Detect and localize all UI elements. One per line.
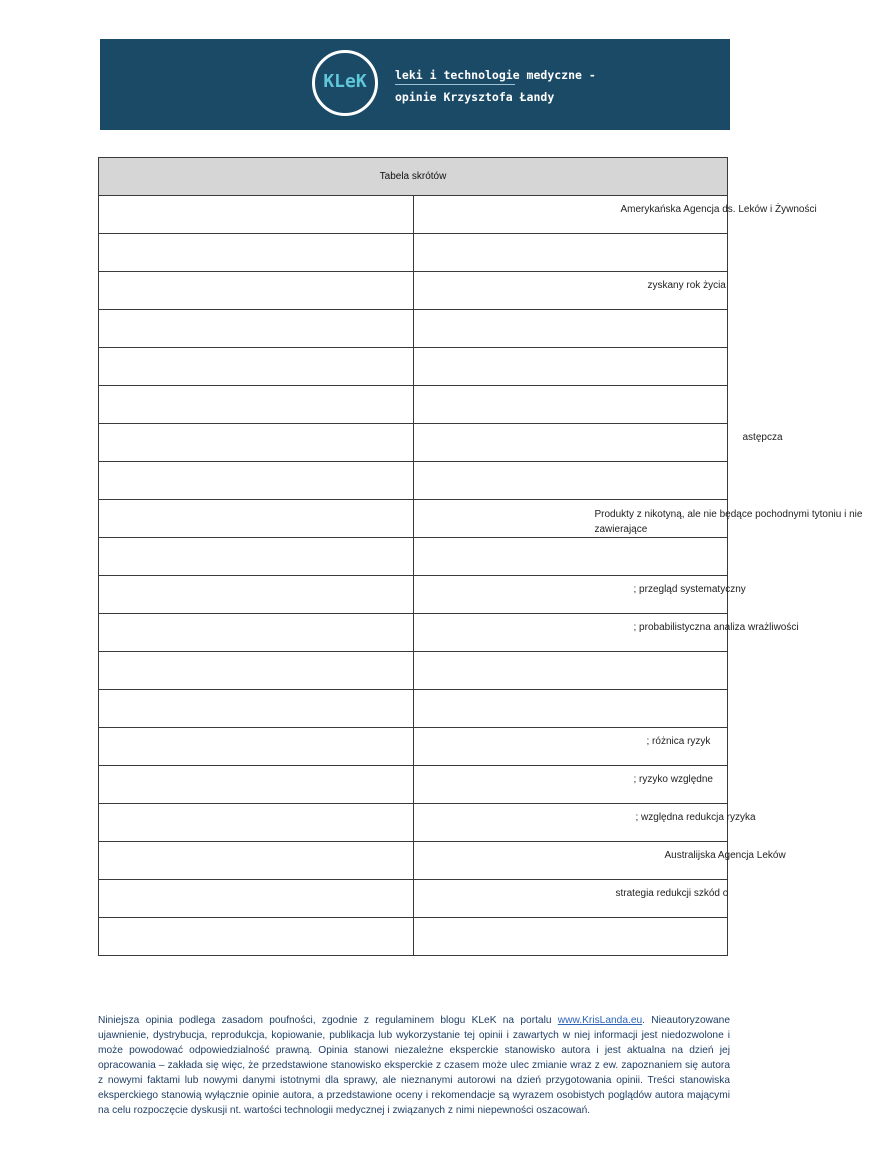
description-cell [413, 500, 863, 538]
description-cell [413, 348, 728, 386]
header-banner [100, 39, 730, 130]
table-row [99, 842, 728, 880]
abbreviation-cell [99, 272, 414, 310]
abbreviation-cell [99, 576, 414, 614]
description-text: ; różnica ryzyk [646, 736, 711, 747]
description-cell [413, 538, 728, 576]
confidentiality-notice [98, 1013, 730, 1118]
abbreviation-cell [99, 234, 414, 272]
description-cell [413, 880, 728, 918]
abbreviation-cell [99, 766, 414, 804]
tagline-line-1: leki i technologie medyczne - [395, 68, 596, 82]
klek-logo [312, 50, 378, 116]
description-cell [413, 424, 783, 462]
abbreviation-cell [99, 842, 414, 880]
table-row [99, 766, 728, 804]
abbreviation-cell [99, 538, 414, 576]
abbreviation-cell [99, 348, 414, 386]
description-text: astępcza [742, 432, 783, 443]
description-text: strategia redukcji szkód o [615, 888, 729, 899]
description-cell [413, 234, 728, 272]
tagline-divider [395, 84, 515, 85]
abbreviation-cell [99, 196, 414, 234]
table-row [99, 576, 728, 614]
abbreviation-cell [99, 690, 414, 728]
abbreviations-table [98, 157, 863, 956]
table-row [99, 690, 728, 728]
krislanda-link[interactable]: www.KrisLanda.eu [557, 1015, 643, 1026]
description-text: Produkty z nikotyną, ale nie będące pochodnymi tytoniu i nie zawierające [594, 509, 863, 535]
description-cell [413, 614, 799, 652]
description-cell [413, 272, 728, 310]
description-text: ; względna redukcja ryzyka [635, 812, 756, 823]
table-row [99, 500, 728, 538]
tagline-line-2: opinie Krzysztofa Łandy [395, 90, 555, 104]
description-cell [413, 728, 728, 766]
table-row [99, 348, 728, 386]
description-cell [413, 196, 817, 234]
description-text: ; ryzyko względne [633, 774, 713, 785]
description-text: Australijska Agencja Leków [664, 850, 786, 861]
logo-text: KLeK [323, 71, 367, 92]
table-row [99, 728, 728, 766]
abbreviation-cell [99, 880, 414, 918]
table-title: Tabela skrótów [99, 158, 728, 196]
description-cell [413, 766, 728, 804]
description-cell [413, 804, 756, 842]
description-cell [413, 652, 728, 690]
abbreviation-cell [99, 386, 414, 424]
table-row [99, 196, 728, 234]
table-row [99, 386, 728, 424]
abbreviation-cell [99, 614, 414, 652]
table-row [99, 538, 728, 576]
description-cell [413, 576, 746, 614]
table-row [99, 272, 728, 310]
description-text: zyskany rok życia [647, 280, 726, 291]
notice-text-start: Niniejsza opinia podlega zasadom poufności, zgodnie z regulaminem blogu KLeK na portalu [98, 1015, 558, 1026]
table-row [99, 804, 728, 842]
table-body [99, 196, 863, 956]
description-cell [413, 462, 728, 500]
description-cell [413, 918, 728, 956]
table-row [99, 234, 728, 272]
table-row [99, 614, 728, 652]
description-cell [413, 310, 728, 348]
table-header-row [99, 158, 728, 196]
description-cell [413, 842, 786, 880]
table-row [99, 310, 728, 348]
description-text: ; probabilistyczna analiza wrażliwości [633, 622, 799, 633]
abbreviation-cell [99, 462, 414, 500]
table-row [99, 652, 728, 690]
description-cell [413, 386, 728, 424]
table-row [99, 918, 728, 956]
description-text: Amerykańska Agencja ds. Leków i Żywności [620, 204, 817, 215]
abbreviation-cell [99, 500, 414, 538]
description-text: ; przegląd systematyczny [633, 584, 746, 595]
abbreviation-cell [99, 804, 414, 842]
notice-text-end: . Nieautoryzowane ujawnienie, dystrybucja, reprodukcja, kopiowanie, publikacja lub wykorzystanie tej opinii i zawartych w niej informacji jest niedozwolone i może powodować odpowiedzialność prawną. Opinia stanowi niezależne eksperckie stanowisko autora i jest aktualna na dzień jej opracowania – zakłada się więc, że przedstawione stanowisko eksperckie z czasem może ulec zmianie wraz z ew. zapoznaniem się autora z nowymi faktami lub nowymi danymi istotnymi dla sprawy, ale nieznanymi autorowi na dzień przygotowania opinii. Treści stanowiska eksperckiego stanowią wyłącznie opinie autora, a przedstawione oceny i rekomendacje są wyrazem osobistych poglądów autora mającymi na celu rozpoczęcie dyskusji nt. wartości technologii medycznej i związanych z nimi niepewności oszacowań. [98, 1015, 730, 1116]
abbreviation-cell [99, 728, 414, 766]
abbreviation-cell [99, 310, 414, 348]
description-cell [413, 690, 728, 728]
abbreviation-cell [99, 918, 414, 956]
table-row [99, 424, 728, 462]
abbreviation-cell [99, 424, 414, 462]
table-row [99, 462, 728, 500]
table-row [99, 880, 728, 918]
abbreviation-cell [99, 652, 414, 690]
